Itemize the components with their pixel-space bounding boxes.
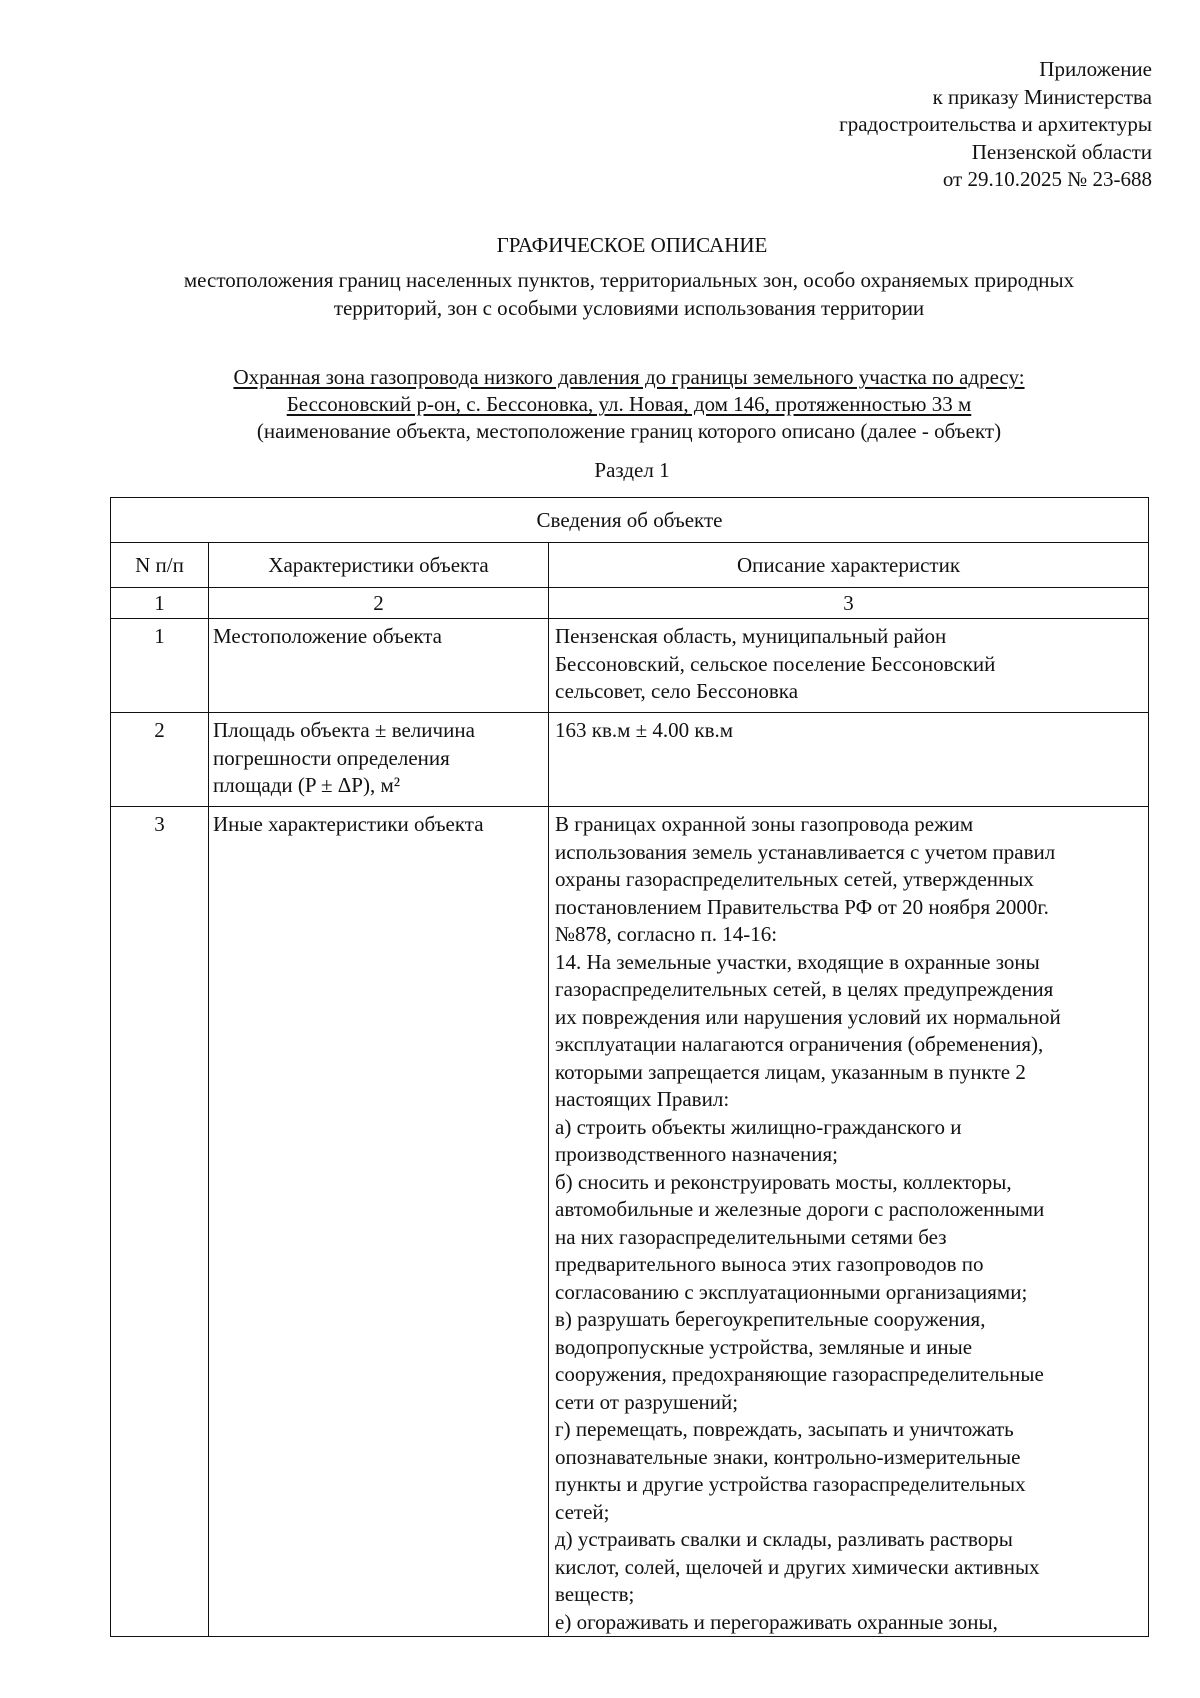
table-caption: Сведения об объекте [111,498,1149,543]
text-line: в) разрушать берегоукрепительные сооружения, [555,1307,986,1331]
appendix-line: градостроительства и архитектуры [839,112,1152,136]
column-number-row [111,588,1149,619]
column-header: N п/п [111,543,209,588]
text-line: которыми запрещается лицам, указанным в пункте 2 [555,1059,1026,1084]
object-name-line: Охранная зона газопровода низкого давления до границы земельного участка по адресу: [233,365,1025,389]
text-line: площади (P ± ΔP), м² [213,773,401,797]
row-description [549,713,1149,807]
object-name-block [100,364,1158,445]
object-info-table [110,497,1149,1637]
text-line: настоящих Правил: [555,1087,730,1111]
text-line: кислот, солей, щелочей и других химически активных [555,1554,1040,1579]
row-number: 1 [111,619,209,713]
column-number: 3 [549,588,1149,619]
text-line: водопропускные устройства, земляные и иные [555,1334,973,1359]
row-number: 2 [111,713,209,807]
document-subtitle [100,266,1158,322]
row-number: 3 [111,807,209,1637]
text-line: а) строить объекты жилищно-гражданского и [555,1114,962,1139]
text-line: сети от разрушений; [555,1389,739,1414]
row-characteristic [209,713,549,807]
text-line: сельсовет, село Бессоновка [555,679,799,703]
text-line: пункты и другие устройства газораспределительных [555,1472,1026,1496]
row-characteristic [209,807,549,1637]
table-row [111,619,1149,713]
text-line: на них газораспределительными сетями без [555,1224,947,1249]
subtitle-line: местоположения границ населенных пунктов, территориальных зон, особо охраняемых природных [183,268,1075,292]
text-line: производственного назначения; [555,1142,838,1166]
row-description [549,619,1149,713]
text-line: веществ; [555,1582,635,1606]
text-line: Местоположение объекта [213,624,443,648]
column-header: Характеристики объекта [209,543,549,588]
text-line: использования земель устанавливается с учетом правил [555,839,1056,864]
row-description [549,807,1149,1637]
text-line: Бессоновский, сельское поселение Бессоновский [555,651,996,676]
text-line: е) огораживать и перегораживать охранные зоны, [555,1609,998,1634]
document-title: ГРАФИЧЕСКОЕ ОПИСАНИЕ [496,233,768,257]
text-line: В границах охранной зоны газопровода режим [555,812,974,836]
table-row [111,807,1149,1637]
appendix-line: от 29.10.2025 № 23-688 [942,167,1152,191]
table-row [111,713,1149,807]
text-line: №878, согласно п. 14-16: [555,922,778,946]
row-characteristic [209,619,549,713]
appendix-line: Пензенской области [971,139,1152,164]
text-line: Иные характеристики объекта [213,812,484,836]
subtitle-line: территорий, зон с особыми условиями использования территории [333,296,925,320]
text-line: газораспределительных сетей, в целях предупреждения [555,977,1054,1001]
text-line: Площадь объекта ± величина [213,718,475,742]
text-line: их повреждения или нарушения условий их нормальной [555,1004,1061,1029]
text-line: д) устраивать свалки и склады, разливать растворы [555,1527,1013,1551]
table-header-row [111,543,1149,588]
object-name-line: Бессоновский р-он, с. Бессоновка, ул. Новая, дом 146, протяженностью 33 м [286,392,972,416]
column-header: Описание характеристик [549,543,1149,588]
text-line: охраны газораспределительных сетей, утвержденных [555,867,1034,891]
text-line: постановлением Правительства РФ от 20 ноября 2000г. [555,894,1049,919]
text-line: предварительного выноса этих газопроводов по [555,1252,984,1276]
text-line: автомобильные и железные дороги с расположенными [555,1197,1045,1221]
appendix-line: Приложение [1039,57,1152,81]
text-line: Пензенская область, муниципальный район [555,624,947,648]
text-line: 163 кв.м ± 4.00 кв.м [555,718,734,742]
text-line: сооружения, предохраняющие газораспределительные [555,1362,1044,1386]
object-name-caption: (наименование объекта, местоположение границ которого описано (далее - объект) [256,419,1002,443]
text-line: согласованию с эксплуатационными организациями; [555,1279,1028,1304]
text-line: опознавательные знаки, контрольно-измерительные [555,1444,1021,1469]
text-line: б) сносить и реконструировать мосты, коллекторы, [555,1169,1012,1194]
column-number: 2 [209,588,549,619]
section-label: Раздел 1 [594,458,670,482]
appendix-line: к приказу Министерства [932,84,1152,109]
text-line: погрешности определения [213,745,450,770]
text-line: 14. На земельные участки, входящие в охранные зоны [555,949,1040,974]
appendix-header [839,56,1152,194]
text-line: г) перемещать, повреждать, засыпать и уничтожать [555,1417,1014,1441]
text-line: сетей; [555,1499,610,1524]
text-line: эксплуатации налагаются ограничения (обременения), [555,1032,1044,1056]
column-number: 1 [111,588,209,619]
